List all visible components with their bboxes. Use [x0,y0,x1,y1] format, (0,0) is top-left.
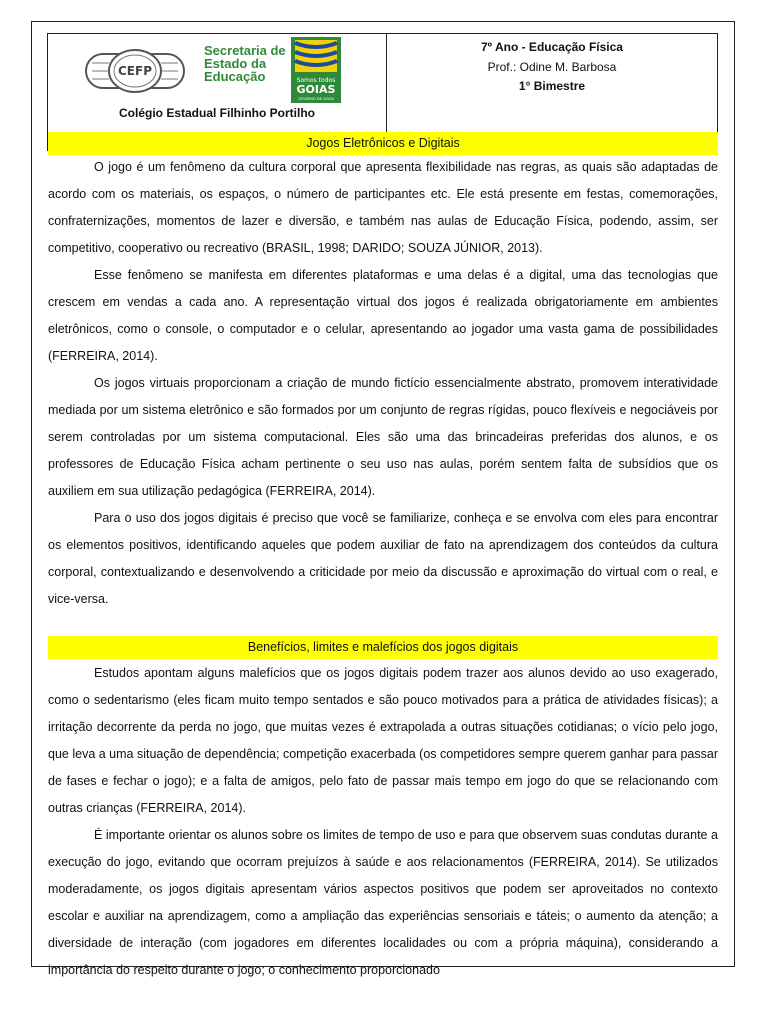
teacher-label: Prof.: Odine M. Barbosa [487,59,617,74]
svg-text:CEFP: CEFP [118,64,152,78]
school-name: Colégio Estadual Filhinho Portilho [119,106,315,120]
paragraph: É importante orientar os alunos sobre os limites de tempo de uso e para que observem suas condutas durante a execução do jogo, evitando que ocorram prejuízos à saúde e aos relacionamentos (FERREIRA, 2014). Se utilizados moderadamente, os jogos digitais apresentam vários aspectos positivos que podem ser aproveitados no contexto escolar e auxiliar na aprendizagem, como a ampliação das experiências sensoriais e táteis; o aumento da atenção; a diversidade de interação (com jogadores em diferentes localidades ou com a própria máquina), considerando a importância do respeito durante o jogo; o conhecimento proporcionado [48,828,718,977]
section-body-beneficios [48,660,718,984]
section-title-jogos: Jogos Eletrônicos e Digitais [48,132,718,155]
paragraph: Estudos apontam alguns malefícios que os jogos digitais podem trazer aos alunos devido ao uso exagerado, como o sedentarismo (eles ficam muito tempo sentados e são pouco motivados para a prática de atividades físicas); a irritação decorrente da perda no jogo, que muitas vezes é extrapolada a outras situações cotidianas; o vício pelo jogo, que leva a uma situação de dependência; competição exacerbada (os competidores sempre querem ganhar para passar de fases e fechar o jogo); e a falta de amigos, pelo fato de passar mais tempo em jogo do que se relacionando com outras crianças (FERREIRA, 2014). [48,666,718,815]
section-body-jogos [48,154,718,613]
goias-caption: GOVERNO DE GOIÁS [297,97,335,101]
goias-slogan: Somos todos [296,77,336,84]
paragraph: Para o uso dos jogos digitais é preciso que você se familiarize, conheça e se envolva com eles para encontrar os elementos positivos, identificando aqueles que podem auxiliar de fato na aprendizagem dos conteúdos da cultura corporal, contextualizando e desenvolvendo a criticidade por meio da discussão e aproximação do virtual com o real, e vice-versa. [48,511,718,606]
document-page [31,21,735,977]
term-label: 1° Bimestre [518,79,586,93]
secretaria-logo-text: Secretaria de Estado da Educação [204,43,286,84]
section-title-beneficios: Benefícios, limites e malefícios dos jogos digitais [48,636,718,659]
grade-label: 7º Ano - Educação Física [481,40,623,54]
school-logo [82,48,188,94]
paragraph: Esse fenômeno se manifesta em diferentes plataformas e uma delas é a digital, uma das tecnologias que crescem em vendas a cada ano. A representação virtual dos jogos é realizada obrigatoriamente em ambientes eletrônicos, como o console, o computador e o celular, apresentando ao jogador uma vasta gama de possibilidades (FERREIRA, 2014). [48,268,718,363]
paragraph: Os jogos virtuais proporcionam a criação de mundo fictício essencialmente abstrato, promovem interatividade mediada por um sistema eletrônico e são formados por um conjunto de regras rígidas, pouco flexíveis e negociáveis por serem controladas por um sistema computacional. Eles são uma das brincadeiras preferidas dos alunos, e os professores de Educação Física acham pertinente o seu uso nas aulas, porém sentem falta de subsídios que os auxiliem em sua utilização pedagógica (FERREIRA, 2014). [48,376,718,498]
goias-logo [291,37,341,103]
paragraph: O jogo é um fenômeno da cultura corporal que apresenta flexibilidade nas regras, as quais são adaptadas de acordo com os materiais, os espaços, o número de participantes etc. Ele está presente em festas, comemorações, confraternizações, momentos de lazer e diversão, e também nas aulas de Educação Física, podendo, assim, ser competitivo, cooperativo ou recreativo (BRASIL, 1998; DARIDO; SOUZA JÚNIOR, 2013). [48,160,718,255]
goias-name: GOIAS [296,83,336,96]
